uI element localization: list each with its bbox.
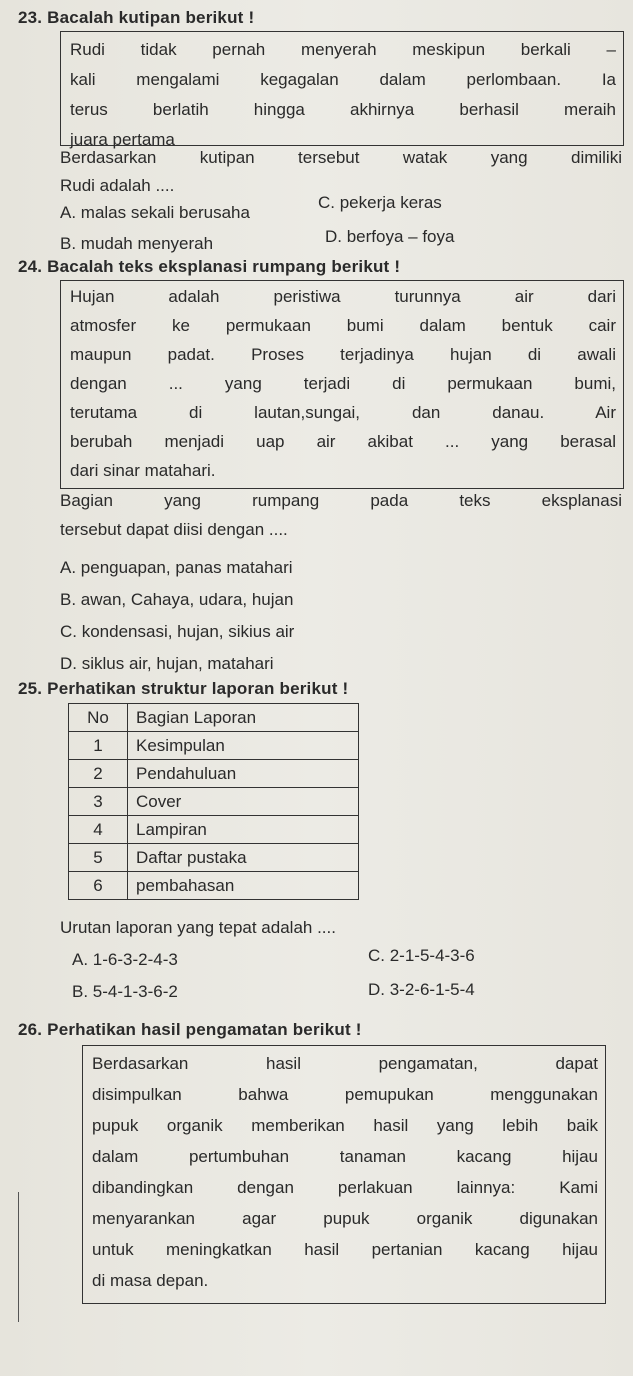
- q23-quote-line-3: terus berlatih hingga akhirnya berhasil meraih: [70, 100, 616, 119]
- q26-heading: 26. Perhatikan hasil pengamatan berikut !: [18, 1020, 362, 1039]
- table-cell-part: pembahasan: [128, 872, 359, 900]
- q24-question-line-2: tersebut dapat diisi dengan ....: [60, 520, 288, 539]
- table-cell-no: 2: [69, 760, 128, 788]
- q24-option-b[interactable]: B. awan, Cahaya, udara, hujan: [60, 590, 294, 609]
- q23-quote-line-4: juara pertama: [70, 130, 175, 149]
- q24-text-line-6: berubah menjadi uap air akibat ... yang berasal: [70, 432, 616, 451]
- q25-question: Urutan laporan yang tepat adalah ....: [60, 918, 336, 937]
- q24-option-d[interactable]: D. siklus air, hujan, matahari: [60, 654, 274, 673]
- table-row: [69, 844, 359, 872]
- q26-text-line-5: dibandingkan dengan perlakuan lainnya: Kami: [92, 1178, 598, 1197]
- table-header-part: Bagian Laporan: [128, 704, 359, 732]
- q24-question-line-1: Bagian yang rumpang pada teks eksplanasi: [60, 491, 622, 510]
- q25-heading: 25. Perhatikan struktur laporan berikut !: [18, 679, 349, 698]
- q23-quote-line-1: Rudi tidak pernah menyerah meskipun berkali –: [70, 40, 616, 59]
- q25-option-c[interactable]: C. 2-1-5-4-3-6: [368, 946, 475, 965]
- q23-quote-text: [70, 35, 616, 155]
- table-cell-part: Pendahuluan: [128, 760, 359, 788]
- q26-text-line-8: di masa depan.: [92, 1271, 209, 1290]
- q26-text-line-6: menyarankan agar pupuk organik digunakan: [92, 1209, 598, 1228]
- table-cell-no: 1: [69, 732, 128, 760]
- q23-quote-line-2: kali mengalami kegagalan dalam perlombaan. Ia: [70, 70, 616, 89]
- table-cell-no: 3: [69, 788, 128, 816]
- q24-text-line-1: Hujan adalah peristiwa turunnya air dari: [70, 287, 616, 306]
- q24-text-line-7: dari sinar matahari.: [70, 461, 216, 480]
- q23-option-d[interactable]: D. berfoya – foya: [325, 227, 455, 246]
- table-cell-part: Cover: [128, 788, 359, 816]
- q23-option-a[interactable]: A. malas sekali berusaha: [60, 203, 250, 222]
- q24-heading: 24. Bacalah teks eksplanasi rumpang berikut !: [18, 257, 401, 276]
- table-row: [69, 872, 359, 900]
- q24-text-line-5: terutama di lautan,sungai, dan danau. Air: [70, 403, 616, 422]
- q23-question-line-2: Rudi adalah ....: [60, 176, 175, 195]
- table-cell-no: 6: [69, 872, 128, 900]
- q24-option-a[interactable]: A. penguapan, panas matahari: [60, 558, 293, 577]
- q25-option-d[interactable]: D. 3-2-6-1-5-4: [368, 980, 475, 999]
- table-cell-part: Kesimpulan: [128, 732, 359, 760]
- table-row: [69, 816, 359, 844]
- q26-text-line-3: pupuk organik memberikan hasil yang lebih baik: [92, 1116, 598, 1135]
- q23-heading: 23. Bacalah kutipan berikut !: [18, 8, 255, 27]
- table-cell-no: 4: [69, 816, 128, 844]
- table-cell-no: 5: [69, 844, 128, 872]
- q24-text: [70, 282, 616, 485]
- table-row: [69, 788, 359, 816]
- q24-option-c[interactable]: C. kondensasi, hujan, sikius air: [60, 622, 295, 641]
- q25-option-b[interactable]: B. 5-4-1-3-6-2: [72, 982, 178, 1001]
- table-header-row: [69, 704, 359, 732]
- table-row: [69, 760, 359, 788]
- q23-question-line-1: Berdasarkan kutipan tersebut watak yang dimiliki: [60, 148, 622, 167]
- table-cell-part: Lampiran: [128, 816, 359, 844]
- q23-option-c[interactable]: C. pekerja keras: [318, 193, 442, 212]
- q26-text-line-1: Berdasarkan hasil pengamatan, dapat: [92, 1054, 598, 1073]
- table-cell-part: Daftar pustaka: [128, 844, 359, 872]
- q25-option-a[interactable]: A. 1-6-3-2-4-3: [72, 950, 178, 969]
- q26-text-line-4: dalam pertumbuhan tanaman kacang hijau: [92, 1147, 598, 1166]
- table-header-no: No: [69, 704, 128, 732]
- q26-text: [92, 1048, 598, 1296]
- q24-text-line-4: dengan ... yang terjadi di permukaan bumi,: [70, 374, 616, 393]
- q24-text-line-3: maupun padat. Proses terjadinya hujan di awali: [70, 345, 616, 364]
- q25-report-table: [68, 703, 359, 900]
- q23-option-b[interactable]: B. mudah menyerah: [60, 234, 214, 253]
- q26-text-line-2: disimpulkan bahwa pemupukan menggunakan: [92, 1085, 598, 1104]
- pencil-mark: [18, 1192, 19, 1322]
- table-row: [69, 732, 359, 760]
- q26-text-line-7: untuk meningkatkan hasil pertanian kacang hijau: [92, 1240, 598, 1259]
- q24-text-line-2: atmosfer ke permukaan bumi dalam bentuk cair: [70, 316, 616, 335]
